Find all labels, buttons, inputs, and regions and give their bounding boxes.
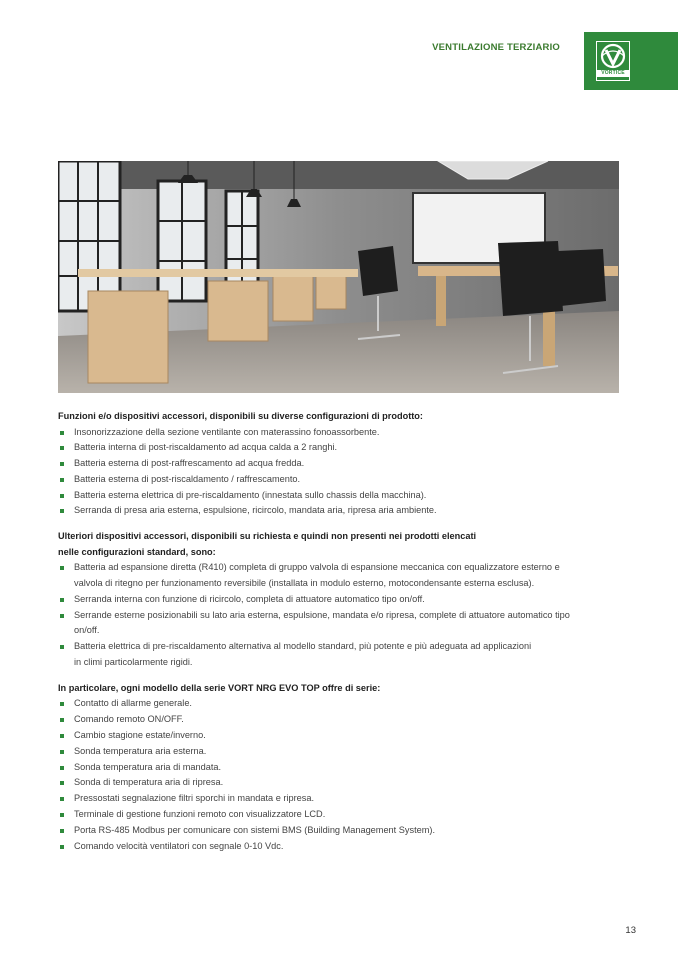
list-item: Pressostati segnalazione filtri sporchi in mandata e ripresa. (58, 791, 618, 807)
list-item: Porta RS-485 Modbus per comunicare con sistemi BMS (Building Management System). (58, 823, 618, 839)
list-item: Batteria esterna elettrica di pre-riscaldamento (innestata sullo chassis della macchina). (58, 488, 618, 504)
optional-list (58, 560, 618, 671)
page-number: 13 (625, 925, 636, 936)
list-item: Insonorizzazione della sezione ventilante con materassino fonoassorbente. (58, 425, 618, 441)
main-content (58, 409, 618, 854)
section-title-standard: In particolare, ogni modello della serie VORT NRG EVO TOP offre di serie: (58, 682, 381, 693)
header-title: VENTILAZIONE TERZIARIO (432, 42, 560, 53)
list-item-line: Serrande esterne posizionabili su lato aria esterna, espulsione, mandata e/o ripresa, complete di attuatore automatico tipo (74, 609, 570, 620)
list-item: Sonda temperatura aria esterna. (58, 744, 618, 760)
list-item: Contatto di allarme generale. (58, 696, 618, 712)
section-title-optional (58, 529, 618, 560)
list-item: Terminale di gestione funzioni remoto con visualizzatore LCD. (58, 807, 618, 823)
list-item-line: in climi particolarmente rigidi. (74, 657, 193, 668)
list-item-line: Batteria ad espansione diretta (R410) completa di gruppo valvola di espansione meccanica con equalizzatore esterno e (74, 562, 560, 573)
list-item: Comando velocità ventilatori con segnale 0-10 Vdc. (58, 839, 618, 855)
list-item: Comando remoto ON/OFF. (58, 712, 618, 728)
list-item-line: Batteria elettrica di pre-riscaldamento alternativa al modello standard, più potente e più adeguata ad applicazioni (74, 641, 532, 652)
list-item: Batteria esterna di post-riscaldamento / raffrescamento. (58, 472, 618, 488)
section-title-line: Ulteriori dispositivi accessori, disponibili su richiesta e quindi non presenti nei prodotti elencati (58, 531, 477, 542)
list-item: Serranda di presa aria esterna, espulsione, ricircolo, mandata aria, ripresa aria ambiente. (58, 503, 618, 519)
list-item (58, 560, 618, 592)
accessories-list (58, 425, 618, 520)
logo-wordmark: VORTICE (597, 70, 629, 77)
list-item: Batteria interna di post-riscaldamento ad acqua calda a 2 ranghi. (58, 440, 618, 456)
list-item: Batteria esterna di post-raffrescamento ad acqua fredda. (58, 456, 618, 472)
list-item (58, 592, 618, 608)
list-item (58, 608, 618, 640)
list-item-line: valvola di ritegno per funzionamento reversibile (installata in modulo esterno, motocondensante esterna esclusa). (74, 578, 535, 589)
standard-features-list (58, 696, 618, 854)
list-item (58, 639, 618, 671)
office-meeting-room-photo (58, 161, 619, 393)
list-item-line: on/off. (74, 625, 100, 636)
section-title-accessories: Funzioni e/o dispositivi accessori, disponibili su diverse configurazioni di prodotto: (58, 411, 423, 421)
list-item: Sonda temperatura aria di mandata. (58, 760, 618, 776)
section-title-line: nelle configurazioni standard, sono: (58, 546, 216, 557)
vortice-logo (584, 32, 678, 90)
list-item: Sonda di temperatura aria di ripresa. (58, 775, 618, 791)
list-item: Cambio stagione estate/inverno. (58, 728, 618, 744)
list-item-line: Serranda interna con funzione di ricircolo, completa di attuatore automatico tipo on/off. (74, 593, 425, 604)
